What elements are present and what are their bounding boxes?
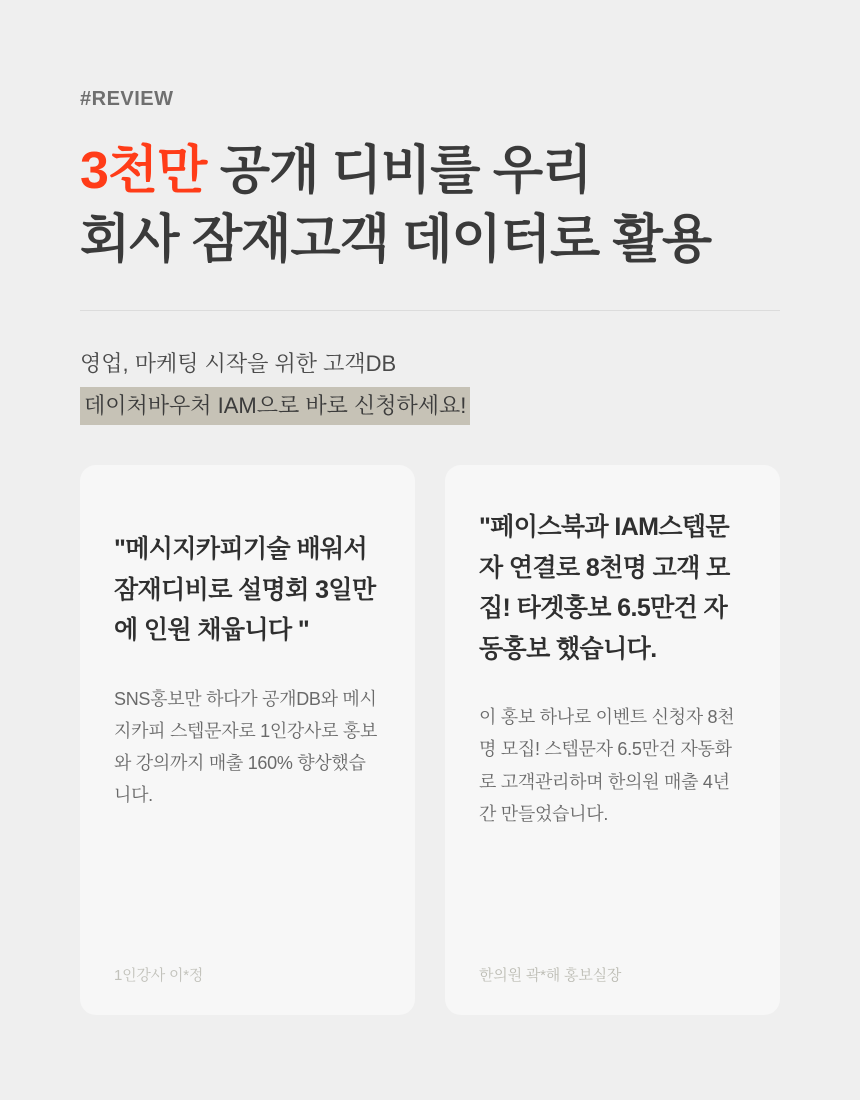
subtitle-line-2-highlight: 데이처바우처 IAM으로 바로 신청하세요!: [80, 387, 470, 425]
subtitle-block: [80, 347, 780, 425]
header-divider: [80, 310, 780, 311]
headline-accent: 3천만: [80, 142, 207, 200]
review-quote: "페이스북과 IAM스텝문자 연결로 8천명 고객 모집! 타겟홍보 6.5만건 자동홍보 했습니다.: [479, 513, 730, 663]
eyebrow-label: #REVIEW: [80, 88, 174, 110]
review-author: 1인강사 이*정: [114, 967, 204, 985]
review-body: 이 홍보 하나로 이벤트 신청자 8천명 모집! 스텝문자 6.5만건 자동화로 고객관리하며 한의원 매출 4년간 만들었습니다.: [479, 707, 735, 824]
review-card-list: [80, 465, 780, 1015]
review-quote: "메시지카피기술 배워서 잠재디비로 설명회 3일만에 인원 채웁니다 ": [114, 535, 376, 645]
review-body: SNS홍보만 하다가 공개DB와 메시지카피 스텝문자로 1인강사로 홍보와 강의까지 매출 160% 향상했습니다.: [114, 688, 378, 806]
page-title: [80, 137, 780, 274]
review-card: [445, 465, 780, 1015]
subtitle-line-1: 영업, 마케팅 시작을 위한 고객DB: [80, 351, 397, 377]
review-author: 한의원 곽*해 홍보실장: [479, 967, 622, 985]
headline-line2: 회사 잠재고객 데이터로 활용: [80, 210, 712, 269]
headline-line1-rest: 공개 디비를 우리: [206, 142, 592, 200]
review-card: [80, 465, 415, 1015]
